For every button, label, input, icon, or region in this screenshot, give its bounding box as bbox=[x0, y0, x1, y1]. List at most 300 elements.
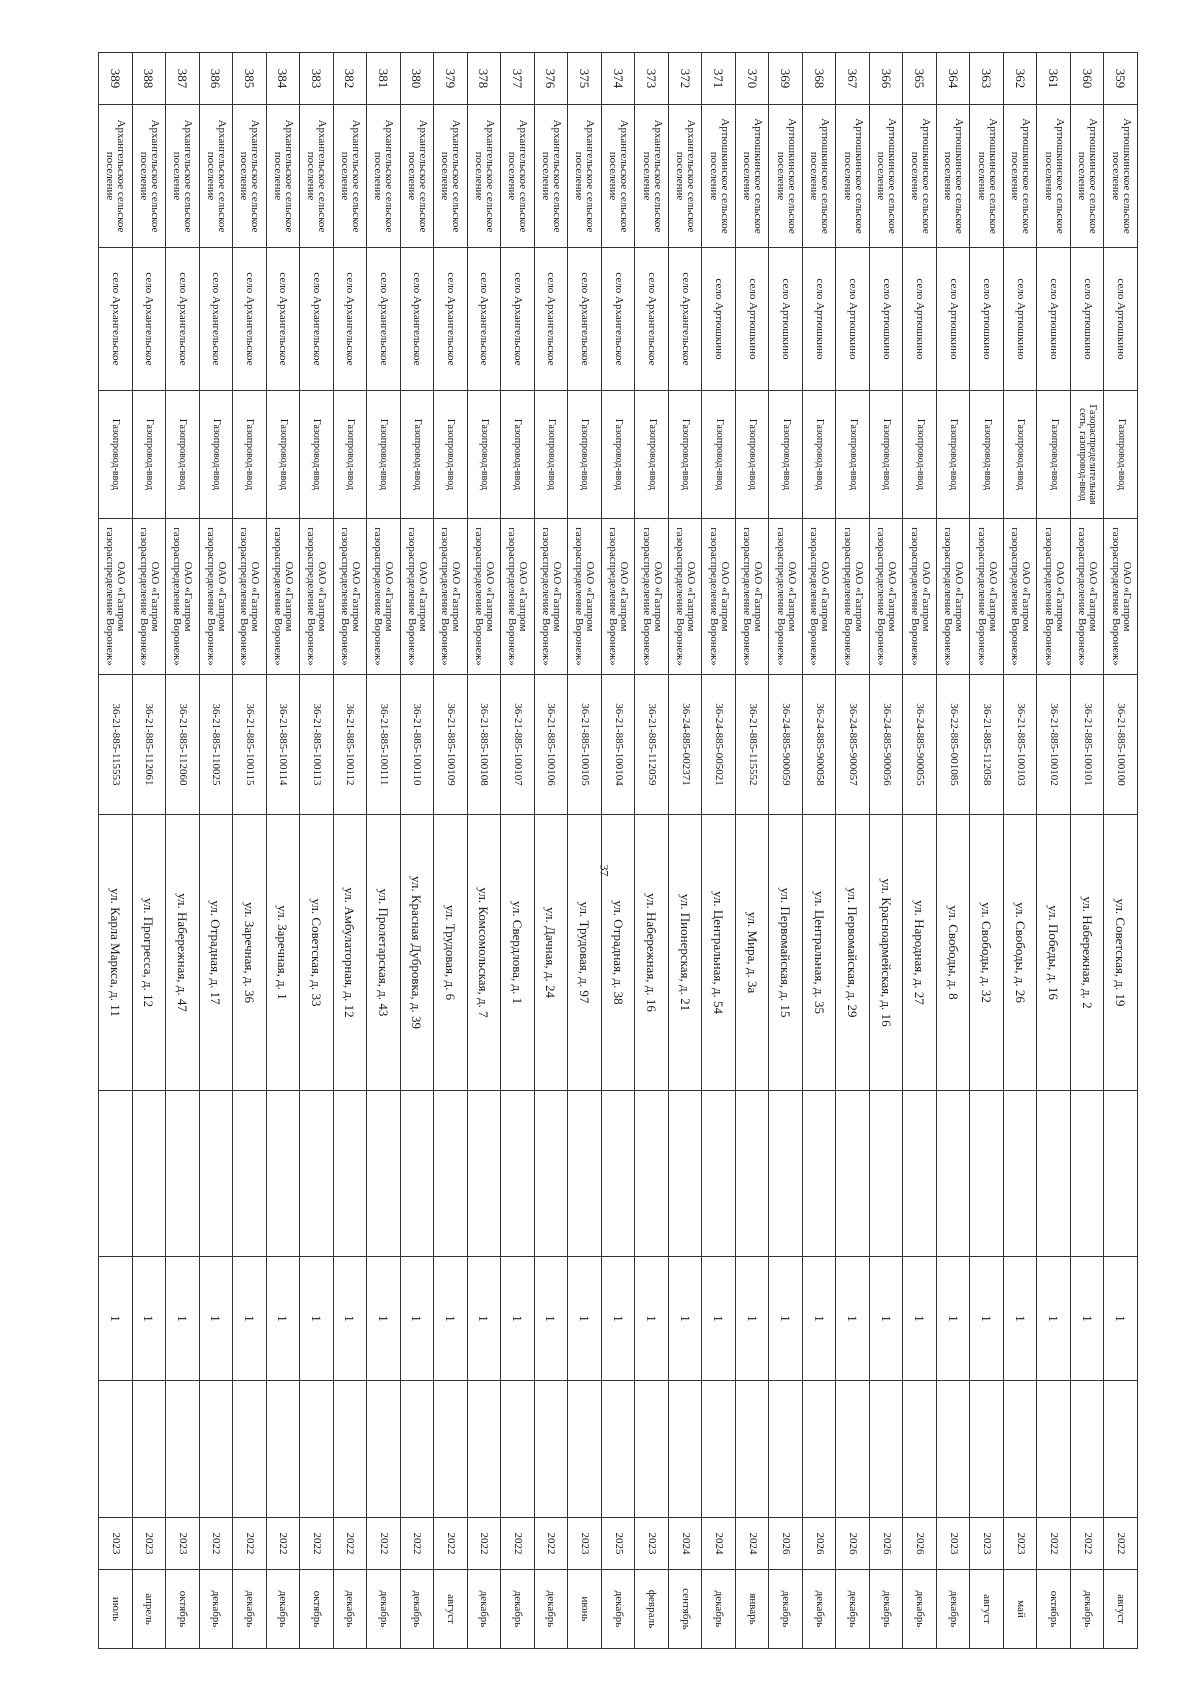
empty-cell bbox=[1104, 1091, 1138, 1257]
settlement-cell: Артюшкинское сельское поселение bbox=[869, 105, 903, 248]
month-cell: декабрь bbox=[501, 1570, 535, 1649]
settlement-cell: Архангельское сельское поселение bbox=[467, 105, 501, 248]
registry-code-cell: 36-24-885-900059 bbox=[769, 675, 803, 815]
empty-cell bbox=[132, 1381, 166, 1518]
settlement-cell: Архангельское сельское поселение bbox=[434, 105, 468, 248]
month-cell: декабрь bbox=[534, 1570, 568, 1649]
address-cell: ул. Центральная, д. 35 bbox=[802, 815, 836, 1091]
table-row bbox=[166, 53, 200, 1649]
table-row bbox=[199, 53, 233, 1649]
row-number-cell: 385 bbox=[233, 53, 267, 105]
owner-cell: ОАО «Газпром газораспределение Воронеж» bbox=[199, 519, 233, 675]
address-cell: ул. Амбулаторная, д. 12 bbox=[333, 815, 367, 1091]
locality-cell: село Артюшкино bbox=[1037, 248, 1071, 391]
count-cell: 1 bbox=[501, 1257, 535, 1381]
address-cell: ул. Центральная, д. 54 bbox=[702, 815, 736, 1091]
empty-cell bbox=[601, 1091, 635, 1257]
year-cell: 2022 bbox=[367, 1518, 401, 1570]
settlement-cell: Архангельское сельское поселение bbox=[166, 105, 200, 248]
year-cell: 2026 bbox=[903, 1518, 937, 1570]
address-cell: ул. Отрадная, д. 38 bbox=[601, 815, 635, 1091]
owner-cell: ОАО «Газпром газораспределение Воронеж» bbox=[1003, 519, 1037, 675]
address-cell: ул. Пролетарская, д. 43 bbox=[367, 815, 401, 1091]
locality-cell: село Архангельское bbox=[333, 248, 367, 391]
address-cell: ул. Комсомольская, д. 7 bbox=[467, 815, 501, 1091]
registry-code-cell: 36-21-885-100115 bbox=[233, 675, 267, 815]
locality-cell: село Архангельское bbox=[534, 248, 568, 391]
row-number-cell: 367 bbox=[836, 53, 870, 105]
row-number-cell: 372 bbox=[668, 53, 702, 105]
locality-cell: село Артюшкино bbox=[970, 248, 1004, 391]
year-cell: 2022 bbox=[266, 1518, 300, 1570]
object-type-cell: Газопровод-ввод bbox=[702, 391, 736, 519]
settlement-cell: Архангельское сельское поселение bbox=[132, 105, 166, 248]
empty-cell bbox=[568, 1091, 602, 1257]
empty-cell bbox=[1037, 1091, 1071, 1257]
table-row bbox=[400, 53, 434, 1649]
registry-code-cell: 36-21-885-100100 bbox=[1104, 675, 1138, 815]
year-cell: 2026 bbox=[869, 1518, 903, 1570]
object-type-cell: Газопровод-ввод bbox=[300, 391, 334, 519]
row-number-cell: 369 bbox=[769, 53, 803, 105]
year-cell: 2022 bbox=[1104, 1518, 1138, 1570]
count-cell: 1 bbox=[467, 1257, 501, 1381]
settlement-cell: Артюшкинское сельское поселение bbox=[735, 105, 769, 248]
table-row bbox=[1104, 53, 1138, 1649]
owner-cell: ОАО «Газпром газораспределение Воронеж» bbox=[233, 519, 267, 675]
count-cell: 1 bbox=[132, 1257, 166, 1381]
year-cell: 2022 bbox=[534, 1518, 568, 1570]
row-number-cell: 373 bbox=[635, 53, 669, 105]
owner-cell: ОАО «Газпром газораспределение Воронеж» bbox=[936, 519, 970, 675]
object-type-cell: Газопровод-ввод bbox=[802, 391, 836, 519]
empty-cell bbox=[166, 1091, 200, 1257]
address-cell: ул. Красноармейская, д. 16 bbox=[869, 815, 903, 1091]
address-cell: ул. Свердлова, д. 1 bbox=[501, 815, 535, 1091]
object-type-cell: Газопровод-ввод bbox=[534, 391, 568, 519]
count-cell: 1 bbox=[367, 1257, 401, 1381]
address-cell: ул. Народная, д. 27 bbox=[903, 815, 937, 1091]
locality-cell: село Артюшкино bbox=[1104, 248, 1138, 391]
month-cell: декабрь bbox=[702, 1570, 736, 1649]
registry-code-cell: 36-21-885-115552 bbox=[735, 675, 769, 815]
table-row bbox=[903, 53, 937, 1649]
year-cell: 2026 bbox=[836, 1518, 870, 1570]
registry-code-cell: 36-21-885-100108 bbox=[467, 675, 501, 815]
settlement-cell: Архангельское сельское поселение bbox=[601, 105, 635, 248]
locality-cell: село Архангельское bbox=[233, 248, 267, 391]
locality-cell: село Артюшкино bbox=[802, 248, 836, 391]
empty-cell bbox=[702, 1091, 736, 1257]
empty-cell bbox=[869, 1091, 903, 1257]
address-cell: ул. Прогресса, д. 12 bbox=[132, 815, 166, 1091]
row-number-cell: 362 bbox=[1003, 53, 1037, 105]
month-cell: декабрь bbox=[199, 1570, 233, 1649]
empty-cell bbox=[199, 1381, 233, 1518]
count-cell: 1 bbox=[735, 1257, 769, 1381]
row-number-cell: 387 bbox=[166, 53, 200, 105]
owner-cell: ОАО «Газпром газораспределение Воронеж» bbox=[333, 519, 367, 675]
address-cell: ул. Свободы, д. 26 bbox=[1003, 815, 1037, 1091]
empty-cell bbox=[903, 1381, 937, 1518]
year-cell: 2023 bbox=[166, 1518, 200, 1570]
empty-cell bbox=[668, 1091, 702, 1257]
count-cell: 1 bbox=[936, 1257, 970, 1381]
settlement-cell: Артюшкинское сельское поселение bbox=[802, 105, 836, 248]
address-cell: ул. Заречная, д. 1 bbox=[266, 815, 300, 1091]
object-type-cell: Газопровод-ввод bbox=[467, 391, 501, 519]
address-cell: ул. Советская, д. 33 bbox=[300, 815, 334, 1091]
empty-cell bbox=[333, 1091, 367, 1257]
count-cell: 1 bbox=[836, 1257, 870, 1381]
count-cell: 1 bbox=[300, 1257, 334, 1381]
table-row bbox=[501, 53, 535, 1649]
count-cell: 1 bbox=[400, 1257, 434, 1381]
count-cell: 1 bbox=[266, 1257, 300, 1381]
registry-code-cell: 36-21-885-100109 bbox=[434, 675, 468, 815]
table-row bbox=[367, 53, 401, 1649]
empty-cell bbox=[534, 1381, 568, 1518]
registry-code-cell: 36-24-885-002371 bbox=[668, 675, 702, 815]
owner-cell: ОАО «Газпром газораспределение Воронеж» bbox=[903, 519, 937, 675]
count-cell: 1 bbox=[668, 1257, 702, 1381]
settlement-cell: Артюшкинское сельское поселение bbox=[769, 105, 803, 248]
row-number-cell: 364 bbox=[936, 53, 970, 105]
table-row bbox=[1070, 53, 1104, 1649]
registry-code-cell: 36-21-885-100103 bbox=[1003, 675, 1037, 815]
count-cell: 1 bbox=[635, 1257, 669, 1381]
settlement-cell: Артюшкинское сельское поселение bbox=[936, 105, 970, 248]
locality-cell: село Архангельское bbox=[568, 248, 602, 391]
month-cell: декабрь bbox=[936, 1570, 970, 1649]
count-cell: 1 bbox=[769, 1257, 803, 1381]
settlement-cell: Архангельское сельское поселение bbox=[367, 105, 401, 248]
year-cell: 2023 bbox=[132, 1518, 166, 1570]
registry-code-cell: 36-21-885-100111 bbox=[367, 675, 401, 815]
locality-cell: село Архангельское bbox=[668, 248, 702, 391]
registry-code-cell: 36-21-885-100113 bbox=[300, 675, 334, 815]
table-row bbox=[467, 53, 501, 1649]
locality-cell: село Архангельское bbox=[132, 248, 166, 391]
address-cell: ул. Заречная, д. 36 bbox=[233, 815, 267, 1091]
empty-cell bbox=[1070, 1091, 1104, 1257]
year-cell: 2022 bbox=[467, 1518, 501, 1570]
object-type-cell: Газопровод-ввод bbox=[166, 391, 200, 519]
registry-code-cell: 36-21-885-100110 bbox=[400, 675, 434, 815]
locality-cell: село Архангельское bbox=[601, 248, 635, 391]
object-type-cell: Газопровод-ввод bbox=[333, 391, 367, 519]
registry-code-cell: 36-21-885-100107 bbox=[501, 675, 535, 815]
year-cell: 2025 bbox=[601, 1518, 635, 1570]
settlement-cell: Архангельское сельское поселение bbox=[266, 105, 300, 248]
count-cell: 1 bbox=[233, 1257, 267, 1381]
year-cell: 2022 bbox=[1037, 1518, 1071, 1570]
empty-cell bbox=[668, 1381, 702, 1518]
registry-code-cell: 36-21-885-112059 bbox=[635, 675, 669, 815]
locality-cell: село Артюшкино bbox=[1003, 248, 1037, 391]
empty-cell bbox=[400, 1381, 434, 1518]
year-cell: 2024 bbox=[735, 1518, 769, 1570]
owner-cell: ОАО «Газпром газораспределение Воронеж» bbox=[266, 519, 300, 675]
row-number-cell: 384 bbox=[266, 53, 300, 105]
empty-cell bbox=[467, 1381, 501, 1518]
locality-cell: село Архангельское bbox=[501, 248, 535, 391]
settlement-cell: Артюшкинское сельское поселение bbox=[903, 105, 937, 248]
locality-cell: село Архангельское bbox=[199, 248, 233, 391]
settlement-cell: Артюшкинское сельское поселение bbox=[1037, 105, 1071, 248]
registry-code-cell: 36-21-885-112058 bbox=[970, 675, 1004, 815]
owner-cell: ОАО «Газпром газораспределение Воронеж» bbox=[501, 519, 535, 675]
address-cell: ул. Набережная, д. 2 bbox=[1070, 815, 1104, 1091]
owner-cell: ОАО «Газпром газораспределение Воронеж» bbox=[1104, 519, 1138, 675]
owner-cell: ОАО «Газпром газораспределение Воронеж» bbox=[132, 519, 166, 675]
empty-cell bbox=[735, 1381, 769, 1518]
settlement-cell: Архангельское сельское поселение bbox=[300, 105, 334, 248]
year-cell: 2022 bbox=[300, 1518, 334, 1570]
month-cell: май bbox=[1003, 1570, 1037, 1649]
empty-cell bbox=[1003, 1091, 1037, 1257]
address-cell: ул. Первомайская, д. 29 bbox=[836, 815, 870, 1091]
settlement-cell: Архангельское сельское поселение bbox=[635, 105, 669, 248]
object-type-cell: Газопровод-ввод bbox=[601, 391, 635, 519]
address-cell: ул. Пионерская, д. 21 bbox=[668, 815, 702, 1091]
settlement-cell: Архангельское сельское поселение bbox=[568, 105, 602, 248]
month-cell: декабрь bbox=[333, 1570, 367, 1649]
object-type-cell: Газопровод-ввод bbox=[836, 391, 870, 519]
table-row bbox=[869, 53, 903, 1649]
object-type-cell: Газопровод-ввод bbox=[1037, 391, 1071, 519]
table-row bbox=[300, 53, 334, 1649]
owner-cell: ОАО «Газпром газораспределение Воронеж» bbox=[568, 519, 602, 675]
registry-code-cell: 36-24-885-005021 bbox=[702, 675, 736, 815]
count-cell: 1 bbox=[970, 1257, 1004, 1381]
year-cell: 2022 bbox=[501, 1518, 535, 1570]
object-type-cell: Газопровод-ввод bbox=[1003, 391, 1037, 519]
owner-cell: ОАО «Газпром газораспределение Воронеж» bbox=[1037, 519, 1071, 675]
row-number-cell: 386 bbox=[199, 53, 233, 105]
owner-cell: ОАО «Газпром газораспределение Воронеж» bbox=[802, 519, 836, 675]
registry-code-cell: 36-21-885-100102 bbox=[1037, 675, 1071, 815]
count-cell: 1 bbox=[802, 1257, 836, 1381]
year-cell: 2022 bbox=[400, 1518, 434, 1570]
empty-cell bbox=[333, 1381, 367, 1518]
object-type-cell: Газопровод-ввод bbox=[869, 391, 903, 519]
table-row bbox=[802, 53, 836, 1649]
address-cell: ул. Победы, д. 16 bbox=[1037, 815, 1071, 1091]
registry-code-cell: 36-21-885-100101 bbox=[1070, 675, 1104, 815]
row-number-cell: 371 bbox=[702, 53, 736, 105]
table-row bbox=[434, 53, 468, 1649]
count-cell: 1 bbox=[1070, 1257, 1104, 1381]
year-cell: 2026 bbox=[769, 1518, 803, 1570]
registry-code-cell: 36-24-885-900058 bbox=[802, 675, 836, 815]
table-row bbox=[769, 53, 803, 1649]
object-type-cell: Газопровод-ввод bbox=[769, 391, 803, 519]
registry-code-cell: 36-21-885-112061 bbox=[132, 675, 166, 815]
month-cell: октябрь bbox=[300, 1570, 334, 1649]
registry-code-cell: 36-21-885-100105 bbox=[568, 675, 602, 815]
empty-cell bbox=[568, 1381, 602, 1518]
empty-cell bbox=[735, 1091, 769, 1257]
year-cell: 2022 bbox=[233, 1518, 267, 1570]
empty-cell bbox=[1070, 1381, 1104, 1518]
empty-cell bbox=[534, 1091, 568, 1257]
gas-pipeline-register-table bbox=[98, 52, 1138, 1649]
owner-cell: ОАО «Газпром газораспределение Воронеж» bbox=[869, 519, 903, 675]
locality-cell: село Артюшкино bbox=[1070, 248, 1104, 391]
count-cell: 1 bbox=[333, 1257, 367, 1381]
object-type-cell: Газопровод-ввод bbox=[1104, 391, 1138, 519]
row-number-cell: 376 bbox=[534, 53, 568, 105]
empty-cell bbox=[836, 1091, 870, 1257]
month-cell: январь bbox=[735, 1570, 769, 1649]
address-cell: ул. Советская, д. 19 bbox=[1104, 815, 1138, 1091]
row-number-cell: 379 bbox=[434, 53, 468, 105]
month-cell: июнь bbox=[568, 1570, 602, 1649]
row-number-cell: 374 bbox=[601, 53, 635, 105]
month-cell: апрель bbox=[132, 1570, 166, 1649]
year-cell: 2023 bbox=[635, 1518, 669, 1570]
locality-cell: село Архангельское bbox=[635, 248, 669, 391]
owner-cell: ОАО «Газпром газораспределение Воронеж» bbox=[836, 519, 870, 675]
month-cell: декабрь bbox=[903, 1570, 937, 1649]
empty-cell bbox=[233, 1091, 267, 1257]
empty-cell bbox=[99, 1381, 133, 1518]
empty-cell bbox=[702, 1381, 736, 1518]
count-cell: 1 bbox=[1003, 1257, 1037, 1381]
owner-cell: ОАО «Газпром газораспределение Воронеж» bbox=[635, 519, 669, 675]
count-cell: 1 bbox=[1037, 1257, 1071, 1381]
year-cell: 2023 bbox=[970, 1518, 1004, 1570]
settlement-cell: Архангельское сельское поселение bbox=[501, 105, 535, 248]
empty-cell bbox=[467, 1091, 501, 1257]
table-row bbox=[1037, 53, 1071, 1649]
table-row bbox=[333, 53, 367, 1649]
owner-cell: ОАО «Газпром газораспределение Воронеж» bbox=[434, 519, 468, 675]
owner-cell: ОАО «Газпром газораспределение Воронеж» bbox=[166, 519, 200, 675]
month-cell: декабрь bbox=[467, 1570, 501, 1649]
month-cell: октябрь bbox=[166, 1570, 200, 1649]
object-type-cell: Газопровод-ввод bbox=[936, 391, 970, 519]
page-number: 37 bbox=[597, 864, 612, 877]
empty-cell bbox=[367, 1091, 401, 1257]
year-cell: 2024 bbox=[702, 1518, 736, 1570]
row-number-cell: 370 bbox=[735, 53, 769, 105]
table-row bbox=[635, 53, 669, 1649]
empty-cell bbox=[501, 1091, 535, 1257]
settlement-cell: Архангельское сельское поселение bbox=[99, 105, 133, 248]
empty-cell bbox=[936, 1091, 970, 1257]
month-cell: декабрь bbox=[802, 1570, 836, 1649]
object-type-cell: Газопровод-ввод bbox=[903, 391, 937, 519]
table-row bbox=[601, 53, 635, 1649]
object-type-cell: Газопровод-ввод bbox=[99, 391, 133, 519]
empty-cell bbox=[1003, 1381, 1037, 1518]
empty-cell bbox=[635, 1381, 669, 1518]
month-cell: август bbox=[970, 1570, 1004, 1649]
row-number-cell: 389 bbox=[99, 53, 133, 105]
year-cell: 2023 bbox=[1003, 1518, 1037, 1570]
count-cell: 1 bbox=[1104, 1257, 1138, 1381]
empty-cell bbox=[501, 1381, 535, 1518]
year-cell: 2022 bbox=[199, 1518, 233, 1570]
empty-cell bbox=[367, 1381, 401, 1518]
locality-cell: село Архангельское bbox=[434, 248, 468, 391]
registry-code-cell: 36-21-885-112060 bbox=[166, 675, 200, 815]
settlement-cell: Артюшкинское сельское поселение bbox=[702, 105, 736, 248]
empty-cell bbox=[300, 1381, 334, 1518]
table-row bbox=[936, 53, 970, 1649]
settlement-cell: Артюшкинское сельское поселение bbox=[1104, 105, 1138, 248]
object-type-cell: Газопровод-ввод bbox=[367, 391, 401, 519]
object-type-cell: Газопровод-ввод bbox=[668, 391, 702, 519]
owner-cell: ОАО «Газпром газораспределение Воронеж» bbox=[300, 519, 334, 675]
row-number-cell: 365 bbox=[903, 53, 937, 105]
year-cell: 2023 bbox=[99, 1518, 133, 1570]
count-cell: 1 bbox=[166, 1257, 200, 1381]
address-cell: ул. Первомайская, д. 15 bbox=[769, 815, 803, 1091]
locality-cell: село Архангельское bbox=[266, 248, 300, 391]
empty-cell bbox=[132, 1091, 166, 1257]
owner-cell: ОАО «Газпром газораспределение Воронеж» bbox=[702, 519, 736, 675]
address-cell: ул. Мира, д. 3а bbox=[735, 815, 769, 1091]
object-type-cell: Газопровод-ввод bbox=[434, 391, 468, 519]
locality-cell: село Артюшкино bbox=[769, 248, 803, 391]
address-cell: ул. Набережная, д. 16 bbox=[635, 815, 669, 1091]
owner-cell: ОАО «Газпром газораспределение Воронеж» bbox=[601, 519, 635, 675]
row-number-cell: 359 bbox=[1104, 53, 1138, 105]
row-number-cell: 361 bbox=[1037, 53, 1071, 105]
locality-cell: село Архангельское bbox=[166, 248, 200, 391]
empty-cell bbox=[99, 1091, 133, 1257]
empty-cell bbox=[802, 1091, 836, 1257]
month-cell: декабрь bbox=[233, 1570, 267, 1649]
owner-cell: ОАО «Газпром газораспределение Воронеж» bbox=[769, 519, 803, 675]
address-cell: ул. Отрадная, д. 17 bbox=[199, 815, 233, 1091]
empty-cell bbox=[869, 1381, 903, 1518]
owner-cell: ОАО «Газпром газораспределение Воронеж» bbox=[99, 519, 133, 675]
table-row bbox=[233, 53, 267, 1649]
year-cell: 2023 bbox=[936, 1518, 970, 1570]
month-cell: октябрь bbox=[1037, 1570, 1071, 1649]
row-number-cell: 368 bbox=[802, 53, 836, 105]
object-type-cell: Газопровод-ввод bbox=[501, 391, 535, 519]
count-cell: 1 bbox=[534, 1257, 568, 1381]
registry-code-cell: 36-24-885-900055 bbox=[903, 675, 937, 815]
rotated-table-wrapper bbox=[98, 52, 1138, 1648]
count-cell: 1 bbox=[434, 1257, 468, 1381]
table-row bbox=[132, 53, 166, 1649]
month-cell: декабрь bbox=[836, 1570, 870, 1649]
owner-cell: ОАО «Газпром газораспределение Воронеж» bbox=[534, 519, 568, 675]
month-cell: февраль bbox=[635, 1570, 669, 1649]
empty-cell bbox=[233, 1381, 267, 1518]
month-cell: декабрь bbox=[869, 1570, 903, 1649]
address-cell: ул. Трудовая, д. 97 bbox=[568, 815, 602, 1091]
table-row bbox=[702, 53, 736, 1649]
empty-cell bbox=[434, 1381, 468, 1518]
table-row bbox=[735, 53, 769, 1649]
month-cell: август bbox=[434, 1570, 468, 1649]
locality-cell: село Артюшкино bbox=[702, 248, 736, 391]
table-row bbox=[99, 53, 133, 1649]
empty-cell bbox=[635, 1091, 669, 1257]
empty-cell bbox=[1104, 1381, 1138, 1518]
row-number-cell: 360 bbox=[1070, 53, 1104, 105]
empty-cell bbox=[769, 1381, 803, 1518]
address-cell: ул. Карла Маркса, д. 11 bbox=[99, 815, 133, 1091]
row-number-cell: 366 bbox=[869, 53, 903, 105]
